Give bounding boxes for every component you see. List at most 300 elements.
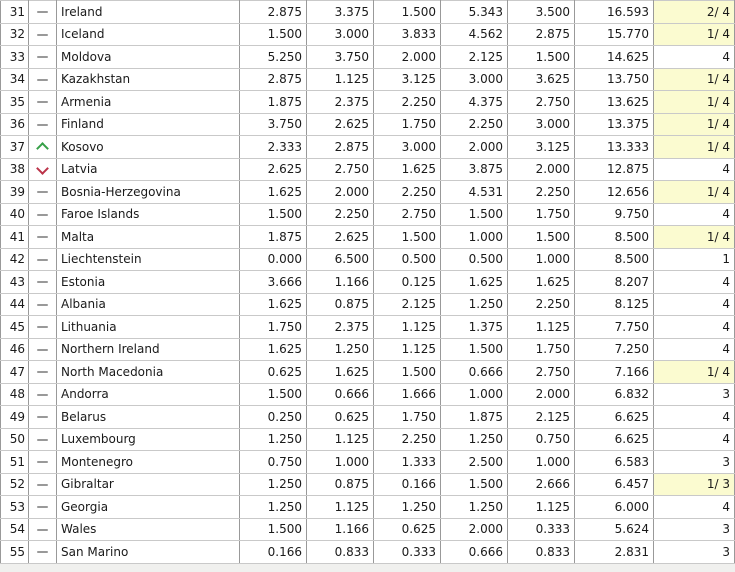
season-2-cell: 3.000 bbox=[307, 23, 374, 46]
trend-cell bbox=[29, 383, 57, 406]
country-cell: Gibraltar bbox=[57, 473, 240, 496]
country-cell: Kazakhstan bbox=[57, 68, 240, 91]
season-2-cell: 0.625 bbox=[307, 406, 374, 429]
season-1-cell: 1.625 bbox=[240, 338, 307, 361]
season-4-cell: 2.125 bbox=[441, 46, 508, 69]
table-row bbox=[1, 271, 735, 294]
season-4-cell: 1.625 bbox=[441, 271, 508, 294]
rank-cell: 47 bbox=[1, 361, 29, 384]
total-cell: 7.166 bbox=[575, 361, 654, 384]
season-3-cell: 3.125 bbox=[374, 68, 441, 91]
rank-cell: 31 bbox=[1, 1, 29, 24]
season-3-cell: 2.750 bbox=[374, 203, 441, 226]
season-3-cell: 0.125 bbox=[374, 271, 441, 294]
season-3-cell: 1.250 bbox=[374, 496, 441, 519]
rank-cell: 41 bbox=[1, 226, 29, 249]
season-2-cell: 1.166 bbox=[307, 271, 374, 294]
rank-cell: 32 bbox=[1, 23, 29, 46]
season-5-cell: 0.750 bbox=[508, 428, 575, 451]
season-1-cell: 1.250 bbox=[240, 473, 307, 496]
teams-cell: 4 bbox=[654, 271, 735, 294]
season-4-cell: 2.000 bbox=[441, 518, 508, 541]
table-row bbox=[1, 136, 735, 159]
season-2-cell: 3.375 bbox=[307, 1, 374, 24]
season-4-cell: 1.250 bbox=[441, 428, 508, 451]
dash-icon bbox=[37, 506, 48, 508]
rank-cell: 36 bbox=[1, 113, 29, 136]
table-body bbox=[1, 1, 735, 564]
trend-cell bbox=[29, 136, 57, 159]
table-row bbox=[1, 383, 735, 406]
season-3-cell: 1.125 bbox=[374, 316, 441, 339]
country-cell: Malta bbox=[57, 226, 240, 249]
total-cell: 6.583 bbox=[575, 451, 654, 474]
country-cell: Andorra bbox=[57, 383, 240, 406]
season-3-cell: 3.833 bbox=[374, 23, 441, 46]
rank-cell: 37 bbox=[1, 136, 29, 159]
season-4-cell: 5.343 bbox=[441, 1, 508, 24]
dash-icon bbox=[37, 529, 48, 531]
country-cell: Albania bbox=[57, 293, 240, 316]
dash-icon bbox=[37, 551, 48, 553]
rank-cell: 39 bbox=[1, 181, 29, 204]
season-2-cell: 1.250 bbox=[307, 338, 374, 361]
season-1-cell: 0.625 bbox=[240, 361, 307, 384]
season-5-cell: 1.000 bbox=[508, 451, 575, 474]
dash-icon bbox=[37, 56, 48, 58]
rank-cell: 44 bbox=[1, 293, 29, 316]
table-row bbox=[1, 181, 735, 204]
season-4-cell: 1.375 bbox=[441, 316, 508, 339]
season-3-cell: 1.500 bbox=[374, 226, 441, 249]
total-cell: 15.770 bbox=[575, 23, 654, 46]
total-cell: 8.207 bbox=[575, 271, 654, 294]
season-1-cell: 3.666 bbox=[240, 271, 307, 294]
table-row bbox=[1, 248, 735, 271]
trend-cell bbox=[29, 541, 57, 564]
season-4-cell: 1.500 bbox=[441, 473, 508, 496]
teams-cell: 4 bbox=[654, 158, 735, 181]
teams-cell: 1/ 4 bbox=[654, 181, 735, 204]
season-5-cell: 2.666 bbox=[508, 473, 575, 496]
country-cell: Iceland bbox=[57, 23, 240, 46]
trend-cell bbox=[29, 113, 57, 136]
season-4-cell: 0.666 bbox=[441, 361, 508, 384]
dash-icon bbox=[37, 439, 48, 441]
total-cell: 14.625 bbox=[575, 46, 654, 69]
season-5-cell: 3.125 bbox=[508, 136, 575, 159]
season-4-cell: 1.250 bbox=[441, 293, 508, 316]
season-2-cell: 1.125 bbox=[307, 68, 374, 91]
season-2-cell: 0.666 bbox=[307, 383, 374, 406]
trend-cell bbox=[29, 428, 57, 451]
country-cell: Ireland bbox=[57, 1, 240, 24]
total-cell: 6.832 bbox=[575, 383, 654, 406]
table-row bbox=[1, 518, 735, 541]
season-5-cell: 3.000 bbox=[508, 113, 575, 136]
rank-cell: 55 bbox=[1, 541, 29, 564]
season-5-cell: 1.000 bbox=[508, 248, 575, 271]
season-4-cell: 3.875 bbox=[441, 158, 508, 181]
season-1-cell: 3.750 bbox=[240, 113, 307, 136]
teams-cell: 1/ 4 bbox=[654, 68, 735, 91]
season-4-cell: 1.250 bbox=[441, 496, 508, 519]
rank-cell: 35 bbox=[1, 91, 29, 114]
trend-cell bbox=[29, 473, 57, 496]
season-3-cell: 1.750 bbox=[374, 113, 441, 136]
season-4-cell: 0.666 bbox=[441, 541, 508, 564]
rank-cell: 54 bbox=[1, 518, 29, 541]
country-cell: Northern Ireland bbox=[57, 338, 240, 361]
season-4-cell: 2.000 bbox=[441, 136, 508, 159]
season-5-cell: 1.625 bbox=[508, 271, 575, 294]
teams-cell: 3 bbox=[654, 451, 735, 474]
season-4-cell: 4.531 bbox=[441, 181, 508, 204]
trend-cell bbox=[29, 248, 57, 271]
dash-icon bbox=[37, 191, 48, 193]
season-5-cell: 1.750 bbox=[508, 338, 575, 361]
rank-cell: 40 bbox=[1, 203, 29, 226]
table-row bbox=[1, 406, 735, 429]
rank-cell: 52 bbox=[1, 473, 29, 496]
country-cell: Finland bbox=[57, 113, 240, 136]
total-cell: 6.000 bbox=[575, 496, 654, 519]
season-5-cell: 2.125 bbox=[508, 406, 575, 429]
trend-cell bbox=[29, 293, 57, 316]
season-3-cell: 0.333 bbox=[374, 541, 441, 564]
rank-cell: 42 bbox=[1, 248, 29, 271]
teams-cell: 1/ 4 bbox=[654, 361, 735, 384]
season-1-cell: 1.500 bbox=[240, 203, 307, 226]
season-5-cell: 1.750 bbox=[508, 203, 575, 226]
season-1-cell: 1.625 bbox=[240, 181, 307, 204]
rank-cell: 53 bbox=[1, 496, 29, 519]
trend-cell bbox=[29, 203, 57, 226]
season-5-cell: 0.833 bbox=[508, 541, 575, 564]
teams-cell: 1 bbox=[654, 248, 735, 271]
season-5-cell: 2.875 bbox=[508, 23, 575, 46]
season-3-cell: 2.250 bbox=[374, 428, 441, 451]
season-1-cell: 1.750 bbox=[240, 316, 307, 339]
trend-cell bbox=[29, 361, 57, 384]
season-2-cell: 0.875 bbox=[307, 473, 374, 496]
teams-cell: 1/ 4 bbox=[654, 23, 735, 46]
dash-icon bbox=[37, 11, 48, 13]
season-1-cell: 1.875 bbox=[240, 226, 307, 249]
rank-cell: 49 bbox=[1, 406, 29, 429]
season-1-cell: 1.500 bbox=[240, 518, 307, 541]
dash-icon bbox=[37, 304, 48, 306]
season-5-cell: 1.125 bbox=[508, 496, 575, 519]
season-2-cell: 2.625 bbox=[307, 226, 374, 249]
season-5-cell: 2.250 bbox=[508, 293, 575, 316]
season-3-cell: 2.000 bbox=[374, 46, 441, 69]
teams-cell: 4 bbox=[654, 316, 735, 339]
country-cell: Montenegro bbox=[57, 451, 240, 474]
country-cell: Lithuania bbox=[57, 316, 240, 339]
table-row bbox=[1, 68, 735, 91]
season-4-cell: 3.000 bbox=[441, 68, 508, 91]
season-5-cell: 2.750 bbox=[508, 91, 575, 114]
season-4-cell: 4.562 bbox=[441, 23, 508, 46]
season-3-cell: 1.750 bbox=[374, 406, 441, 429]
season-1-cell: 1.250 bbox=[240, 428, 307, 451]
dash-icon bbox=[37, 281, 48, 283]
season-1-cell: 1.500 bbox=[240, 23, 307, 46]
season-2-cell: 1.625 bbox=[307, 361, 374, 384]
season-5-cell: 3.500 bbox=[508, 1, 575, 24]
season-2-cell: 3.750 bbox=[307, 46, 374, 69]
table-row bbox=[1, 293, 735, 316]
country-cell: Liechtenstein bbox=[57, 248, 240, 271]
season-3-cell: 2.250 bbox=[374, 181, 441, 204]
table-row bbox=[1, 226, 735, 249]
total-cell: 8.500 bbox=[575, 248, 654, 271]
rank-cell: 48 bbox=[1, 383, 29, 406]
total-cell: 2.831 bbox=[575, 541, 654, 564]
season-4-cell: 2.250 bbox=[441, 113, 508, 136]
country-cell: Faroe Islands bbox=[57, 203, 240, 226]
total-cell: 6.625 bbox=[575, 406, 654, 429]
teams-cell: 1/ 4 bbox=[654, 226, 735, 249]
season-1-cell: 0.000 bbox=[240, 248, 307, 271]
total-cell: 5.624 bbox=[575, 518, 654, 541]
season-1-cell: 0.750 bbox=[240, 451, 307, 474]
dash-icon bbox=[37, 79, 48, 81]
total-cell: 6.457 bbox=[575, 473, 654, 496]
table-row bbox=[1, 203, 735, 226]
rank-cell: 50 bbox=[1, 428, 29, 451]
dash-icon bbox=[37, 236, 48, 238]
trend-cell bbox=[29, 1, 57, 24]
season-2-cell: 6.500 bbox=[307, 248, 374, 271]
season-4-cell: 4.375 bbox=[441, 91, 508, 114]
rank-cell: 33 bbox=[1, 46, 29, 69]
dash-icon bbox=[37, 349, 48, 351]
teams-cell: 3 bbox=[654, 541, 735, 564]
dash-icon bbox=[37, 214, 48, 216]
season-5-cell: 2.750 bbox=[508, 361, 575, 384]
trend-cell bbox=[29, 316, 57, 339]
season-4-cell: 2.500 bbox=[441, 451, 508, 474]
trend-cell bbox=[29, 226, 57, 249]
dash-icon bbox=[37, 371, 48, 373]
season-2-cell: 1.000 bbox=[307, 451, 374, 474]
dash-icon bbox=[37, 416, 48, 418]
season-2-cell: 0.833 bbox=[307, 541, 374, 564]
country-cell: Wales bbox=[57, 518, 240, 541]
rank-cell: 45 bbox=[1, 316, 29, 339]
season-1-cell: 1.250 bbox=[240, 496, 307, 519]
teams-cell: 3 bbox=[654, 518, 735, 541]
season-1-cell: 1.500 bbox=[240, 383, 307, 406]
season-1-cell: 2.333 bbox=[240, 136, 307, 159]
season-5-cell: 3.625 bbox=[508, 68, 575, 91]
teams-cell: 4 bbox=[654, 428, 735, 451]
season-4-cell: 1.000 bbox=[441, 226, 508, 249]
teams-cell: 1/ 3 bbox=[654, 473, 735, 496]
chevron-down-icon bbox=[36, 162, 49, 175]
season-2-cell: 2.250 bbox=[307, 203, 374, 226]
trend-cell bbox=[29, 68, 57, 91]
season-3-cell: 3.000 bbox=[374, 136, 441, 159]
total-cell: 7.250 bbox=[575, 338, 654, 361]
total-cell: 12.656 bbox=[575, 181, 654, 204]
season-5-cell: 1.125 bbox=[508, 316, 575, 339]
table-row bbox=[1, 451, 735, 474]
season-1-cell: 0.166 bbox=[240, 541, 307, 564]
country-cell: Luxembourg bbox=[57, 428, 240, 451]
trend-cell bbox=[29, 181, 57, 204]
teams-cell: 4 bbox=[654, 203, 735, 226]
dash-icon bbox=[37, 484, 48, 486]
total-cell: 16.593 bbox=[575, 1, 654, 24]
season-2-cell: 2.000 bbox=[307, 181, 374, 204]
country-cell: Estonia bbox=[57, 271, 240, 294]
dash-icon bbox=[37, 259, 48, 261]
total-cell: 13.333 bbox=[575, 136, 654, 159]
rank-cell: 38 bbox=[1, 158, 29, 181]
teams-cell: 4 bbox=[654, 293, 735, 316]
rank-cell: 46 bbox=[1, 338, 29, 361]
season-3-cell: 1.500 bbox=[374, 1, 441, 24]
season-1-cell: 1.625 bbox=[240, 293, 307, 316]
season-2-cell: 2.375 bbox=[307, 91, 374, 114]
dash-icon bbox=[37, 34, 48, 36]
country-cell: Belarus bbox=[57, 406, 240, 429]
season-2-cell: 1.125 bbox=[307, 496, 374, 519]
teams-cell: 4 bbox=[654, 338, 735, 361]
total-cell: 9.750 bbox=[575, 203, 654, 226]
season-4-cell: 1.000 bbox=[441, 383, 508, 406]
trend-cell bbox=[29, 46, 57, 69]
rank-cell: 34 bbox=[1, 68, 29, 91]
season-3-cell: 1.666 bbox=[374, 383, 441, 406]
total-cell: 8.500 bbox=[575, 226, 654, 249]
teams-cell: 1/ 4 bbox=[654, 91, 735, 114]
trend-cell bbox=[29, 23, 57, 46]
dash-icon bbox=[37, 326, 48, 328]
table-row bbox=[1, 46, 735, 69]
season-3-cell: 0.625 bbox=[374, 518, 441, 541]
season-1-cell: 2.625 bbox=[240, 158, 307, 181]
season-4-cell: 1.500 bbox=[441, 203, 508, 226]
season-3-cell: 1.333 bbox=[374, 451, 441, 474]
season-3-cell: 1.500 bbox=[374, 361, 441, 384]
total-cell: 13.750 bbox=[575, 68, 654, 91]
season-1-cell: 1.875 bbox=[240, 91, 307, 114]
season-5-cell: 2.000 bbox=[508, 383, 575, 406]
country-cell: Kosovo bbox=[57, 136, 240, 159]
season-3-cell: 0.166 bbox=[374, 473, 441, 496]
country-cell: Georgia bbox=[57, 496, 240, 519]
season-3-cell: 0.500 bbox=[374, 248, 441, 271]
table-row bbox=[1, 316, 735, 339]
season-5-cell: 1.500 bbox=[508, 46, 575, 69]
country-cell: North Macedonia bbox=[57, 361, 240, 384]
dash-icon bbox=[37, 461, 48, 463]
total-cell: 8.125 bbox=[575, 293, 654, 316]
season-4-cell: 0.500 bbox=[441, 248, 508, 271]
season-2-cell: 1.125 bbox=[307, 428, 374, 451]
teams-cell: 4 bbox=[654, 406, 735, 429]
trend-cell bbox=[29, 271, 57, 294]
teams-cell: 1/ 4 bbox=[654, 136, 735, 159]
table-row bbox=[1, 496, 735, 519]
season-4-cell: 1.875 bbox=[441, 406, 508, 429]
season-2-cell: 2.375 bbox=[307, 316, 374, 339]
dash-icon bbox=[37, 101, 48, 103]
season-4-cell: 1.500 bbox=[441, 338, 508, 361]
season-3-cell: 1.625 bbox=[374, 158, 441, 181]
season-3-cell: 2.125 bbox=[374, 293, 441, 316]
season-2-cell: 2.625 bbox=[307, 113, 374, 136]
country-cell: Latvia bbox=[57, 158, 240, 181]
trend-cell bbox=[29, 451, 57, 474]
teams-cell: 2/ 4 bbox=[654, 1, 735, 24]
trend-cell bbox=[29, 338, 57, 361]
season-1-cell: 2.875 bbox=[240, 1, 307, 24]
country-cell: San Marino bbox=[57, 541, 240, 564]
trend-cell bbox=[29, 518, 57, 541]
total-cell: 6.625 bbox=[575, 428, 654, 451]
dash-icon bbox=[37, 124, 48, 126]
total-cell: 12.875 bbox=[575, 158, 654, 181]
chevron-up-icon bbox=[36, 142, 49, 155]
table-row bbox=[1, 23, 735, 46]
table-row bbox=[1, 113, 735, 136]
trend-cell bbox=[29, 496, 57, 519]
season-1-cell: 0.250 bbox=[240, 406, 307, 429]
teams-cell: 3 bbox=[654, 383, 735, 406]
season-2-cell: 0.875 bbox=[307, 293, 374, 316]
rank-cell: 43 bbox=[1, 271, 29, 294]
table-row bbox=[1, 158, 735, 181]
table-row bbox=[1, 428, 735, 451]
country-cell: Moldova bbox=[57, 46, 240, 69]
season-2-cell: 2.750 bbox=[307, 158, 374, 181]
rank-cell: 51 bbox=[1, 451, 29, 474]
table-row bbox=[1, 338, 735, 361]
trend-cell bbox=[29, 158, 57, 181]
season-1-cell: 5.250 bbox=[240, 46, 307, 69]
teams-cell: 4 bbox=[654, 46, 735, 69]
total-cell: 7.750 bbox=[575, 316, 654, 339]
season-5-cell: 2.250 bbox=[508, 181, 575, 204]
total-cell: 13.375 bbox=[575, 113, 654, 136]
table-row bbox=[1, 91, 735, 114]
country-cell: Armenia bbox=[57, 91, 240, 114]
total-cell: 13.625 bbox=[575, 91, 654, 114]
teams-cell: 4 bbox=[654, 496, 735, 519]
teams-cell: 1/ 4 bbox=[654, 113, 735, 136]
dash-icon bbox=[37, 394, 48, 396]
season-5-cell: 1.500 bbox=[508, 226, 575, 249]
trend-cell bbox=[29, 91, 57, 114]
trend-cell bbox=[29, 406, 57, 429]
season-2-cell: 2.875 bbox=[307, 136, 374, 159]
table-row bbox=[1, 473, 735, 496]
season-5-cell: 0.333 bbox=[508, 518, 575, 541]
country-cell: Bosnia-Herzegovina bbox=[57, 181, 240, 204]
table-row bbox=[1, 361, 735, 384]
season-5-cell: 2.000 bbox=[508, 158, 575, 181]
table-row bbox=[1, 1, 735, 24]
season-3-cell: 1.125 bbox=[374, 338, 441, 361]
table-row bbox=[1, 541, 735, 564]
season-2-cell: 1.166 bbox=[307, 518, 374, 541]
season-3-cell: 2.250 bbox=[374, 91, 441, 114]
